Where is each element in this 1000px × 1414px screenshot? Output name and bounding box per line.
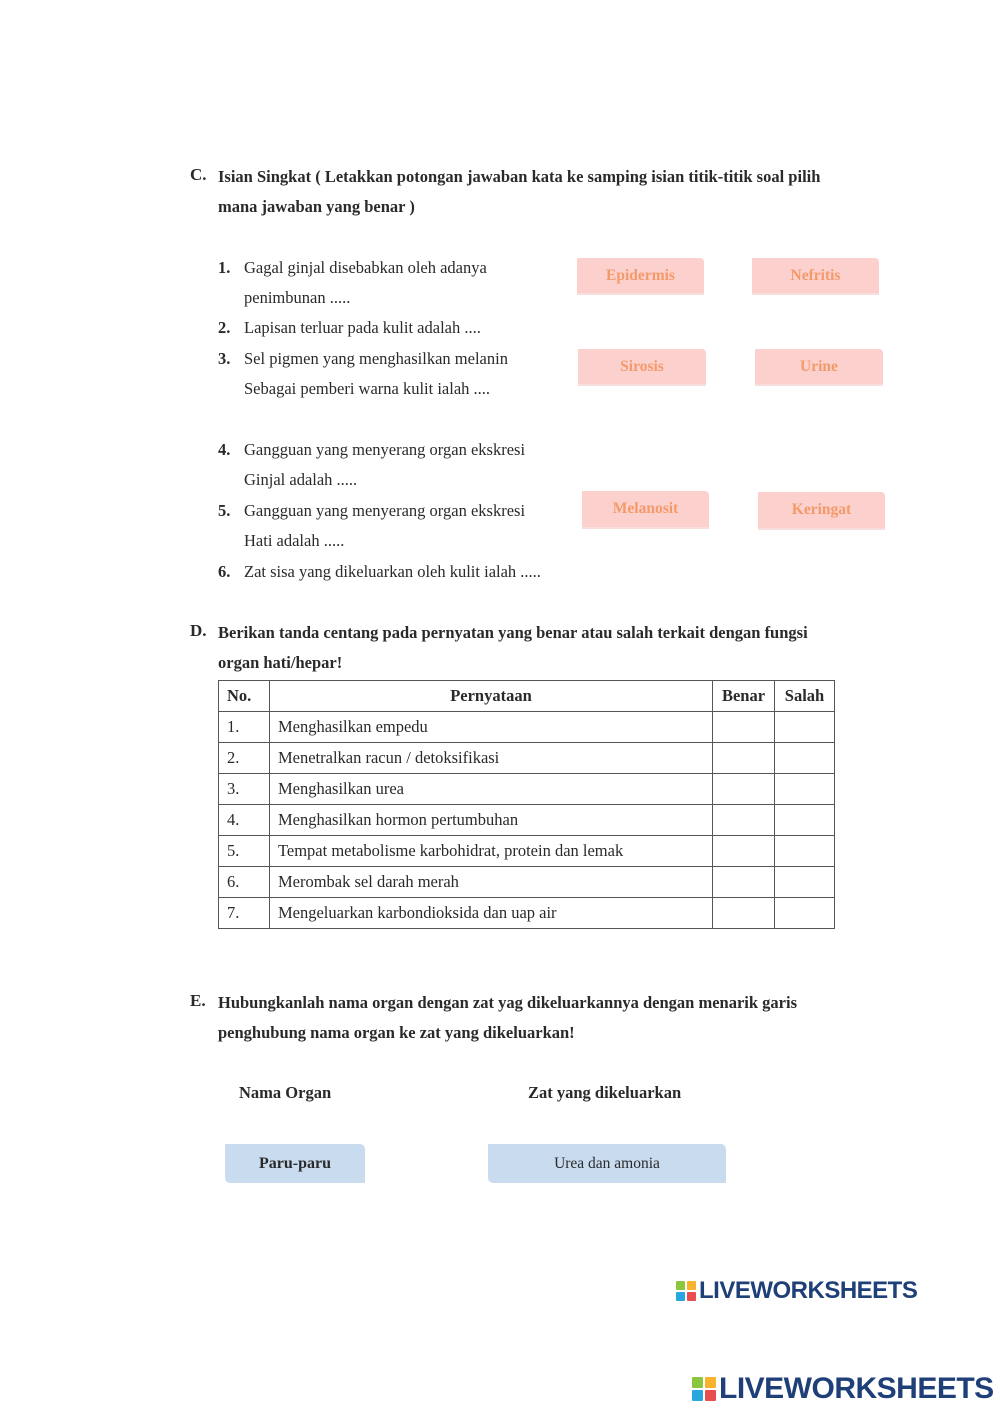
- question-number: 6.: [218, 562, 231, 581]
- row-number: 4.: [219, 805, 270, 836]
- organ-item-paru-paru[interactable]: Paru-paru: [225, 1144, 365, 1183]
- benar-cell[interactable]: [713, 743, 775, 774]
- table-row: [219, 743, 835, 774]
- row-number: 3.: [219, 774, 270, 805]
- benar-cell[interactable]: [713, 712, 775, 743]
- watermark-text: LIVEWORKSHEETS: [719, 1372, 994, 1405]
- row-number: 2.: [219, 743, 270, 774]
- section-e-title: [218, 988, 858, 1048]
- zat-column-heading: Zat yang dikeluarkan: [528, 1083, 682, 1102]
- section-c-letter: C.: [190, 165, 207, 184]
- salah-cell[interactable]: [774, 805, 834, 836]
- liveworksheets-watermark-lower: [692, 1372, 994, 1406]
- question-number: 1.: [218, 258, 231, 277]
- question-number: 2.: [218, 318, 231, 337]
- question-6: [218, 557, 598, 587]
- benar-cell[interactable]: [713, 774, 775, 805]
- row-number: 1.: [219, 712, 270, 743]
- answer-chip-melanosit[interactable]: Melanosit: [582, 491, 709, 527]
- row-statement: Menghasilkan hormon pertumbuhan: [269, 805, 712, 836]
- question-text: Lapisan terluar pada kulit adalah ....: [244, 318, 481, 337]
- liveworksheets-watermark-upper: [676, 1277, 917, 1305]
- section-c-title-line1: Isian Singkat ( Letakkan potongan jawaban kata ke samping isian titik-titik soal pilih: [218, 167, 821, 186]
- question-2: [218, 313, 578, 343]
- question-text: Gangguan yang menyerang organ ekskresi: [244, 501, 526, 520]
- question-5: [218, 496, 578, 556]
- question-text: Gagal ginjal disebabkan oleh adanya: [244, 258, 487, 277]
- section-d-letter: D.: [190, 621, 207, 640]
- question-number: 4.: [218, 440, 231, 459]
- header-benar: Benar: [713, 681, 775, 712]
- salah-cell[interactable]: [774, 867, 834, 898]
- section-e-title-line2: penghubung nama organ ke zat yang dikeluarkan!: [218, 1023, 575, 1042]
- answer-chip-sirosis[interactable]: Sirosis: [578, 349, 706, 384]
- row-statement: Merombak sel darah merah: [269, 867, 712, 898]
- question-text: Ginjal adalah .....: [244, 470, 358, 489]
- answer-chip-nefritis[interactable]: Nefritis: [752, 258, 879, 293]
- row-statement: Mengeluarkan karbondioksida dan uap air: [269, 898, 712, 929]
- table-row: [219, 867, 835, 898]
- header-no: No.: [219, 681, 270, 712]
- zat-item-urea-amonia[interactable]: Urea dan amonia: [488, 1144, 726, 1183]
- question-text: Hati adalah .....: [244, 531, 345, 550]
- table-header-row: [219, 681, 835, 712]
- question-text: Sel pigmen yang menghasilkan melanin: [244, 349, 508, 368]
- header-salah: Salah: [774, 681, 834, 712]
- header-pernyataan: Pernyataan: [269, 681, 712, 712]
- table-row: [219, 712, 835, 743]
- liveworksheets-logo-icon: [692, 1377, 716, 1401]
- liver-function-table: [218, 680, 835, 929]
- row-statement: Menetralkan racun / detoksifikasi: [269, 743, 712, 774]
- section-c-title: [218, 162, 858, 222]
- row-number: 7.: [219, 898, 270, 929]
- watermark-text: LIVEWORKSHEETS: [699, 1277, 918, 1304]
- answer-chip-urine[interactable]: Urine: [755, 349, 883, 384]
- salah-cell[interactable]: [774, 712, 834, 743]
- liveworksheets-logo-icon: [676, 1281, 696, 1301]
- salah-cell[interactable]: [774, 898, 834, 929]
- question-1: [218, 253, 578, 313]
- section-d-title-line2: organ hati/hepar!: [218, 653, 343, 672]
- question-text: Gangguan yang menyerang organ ekskresi: [244, 440, 526, 459]
- table-row: [219, 898, 835, 929]
- table-row: [219, 805, 835, 836]
- question-3: [218, 344, 578, 404]
- benar-cell[interactable]: [713, 836, 775, 867]
- question-text: Sebagai pemberi warna kulit ialah ....: [244, 379, 491, 398]
- answer-chip-keringat[interactable]: Keringat: [758, 492, 885, 528]
- salah-cell[interactable]: [774, 836, 834, 867]
- question-number: 3.: [218, 349, 231, 368]
- organ-column-heading: Nama Organ: [239, 1083, 332, 1102]
- answer-chip-epidermis[interactable]: Epidermis: [577, 258, 704, 293]
- benar-cell[interactable]: [713, 805, 775, 836]
- row-statement: Menghasilkan urea: [269, 774, 712, 805]
- salah-cell[interactable]: [774, 743, 834, 774]
- section-e-letter: E.: [190, 991, 206, 1010]
- table-row: [219, 836, 835, 867]
- table-row: [219, 774, 835, 805]
- benar-cell[interactable]: [713, 867, 775, 898]
- question-number: 5.: [218, 501, 231, 520]
- section-d-title-line1: Berikan tanda centang pada pernyatan yang benar atau salah terkait dengan fungsi: [218, 623, 808, 642]
- row-statement: Menghasilkan empedu: [269, 712, 712, 743]
- row-statement: Tempat metabolisme karbohidrat, protein dan lemak: [269, 836, 712, 867]
- salah-cell[interactable]: [774, 774, 834, 805]
- question-text: Zat sisa yang dikeluarkan oleh kulit ialah .....: [244, 562, 541, 581]
- row-number: 5.: [219, 836, 270, 867]
- row-number: 6.: [219, 867, 270, 898]
- section-e-title-line1: Hubungkanlah nama organ dengan zat yag dikeluarkannya dengan menarik garis: [218, 993, 798, 1012]
- question-text: penimbunan .....: [244, 288, 351, 307]
- benar-cell[interactable]: [713, 898, 775, 929]
- question-4: [218, 435, 578, 495]
- section-c-title-line2: mana jawaban yang benar ): [218, 197, 415, 216]
- section-d-title: [218, 618, 858, 678]
